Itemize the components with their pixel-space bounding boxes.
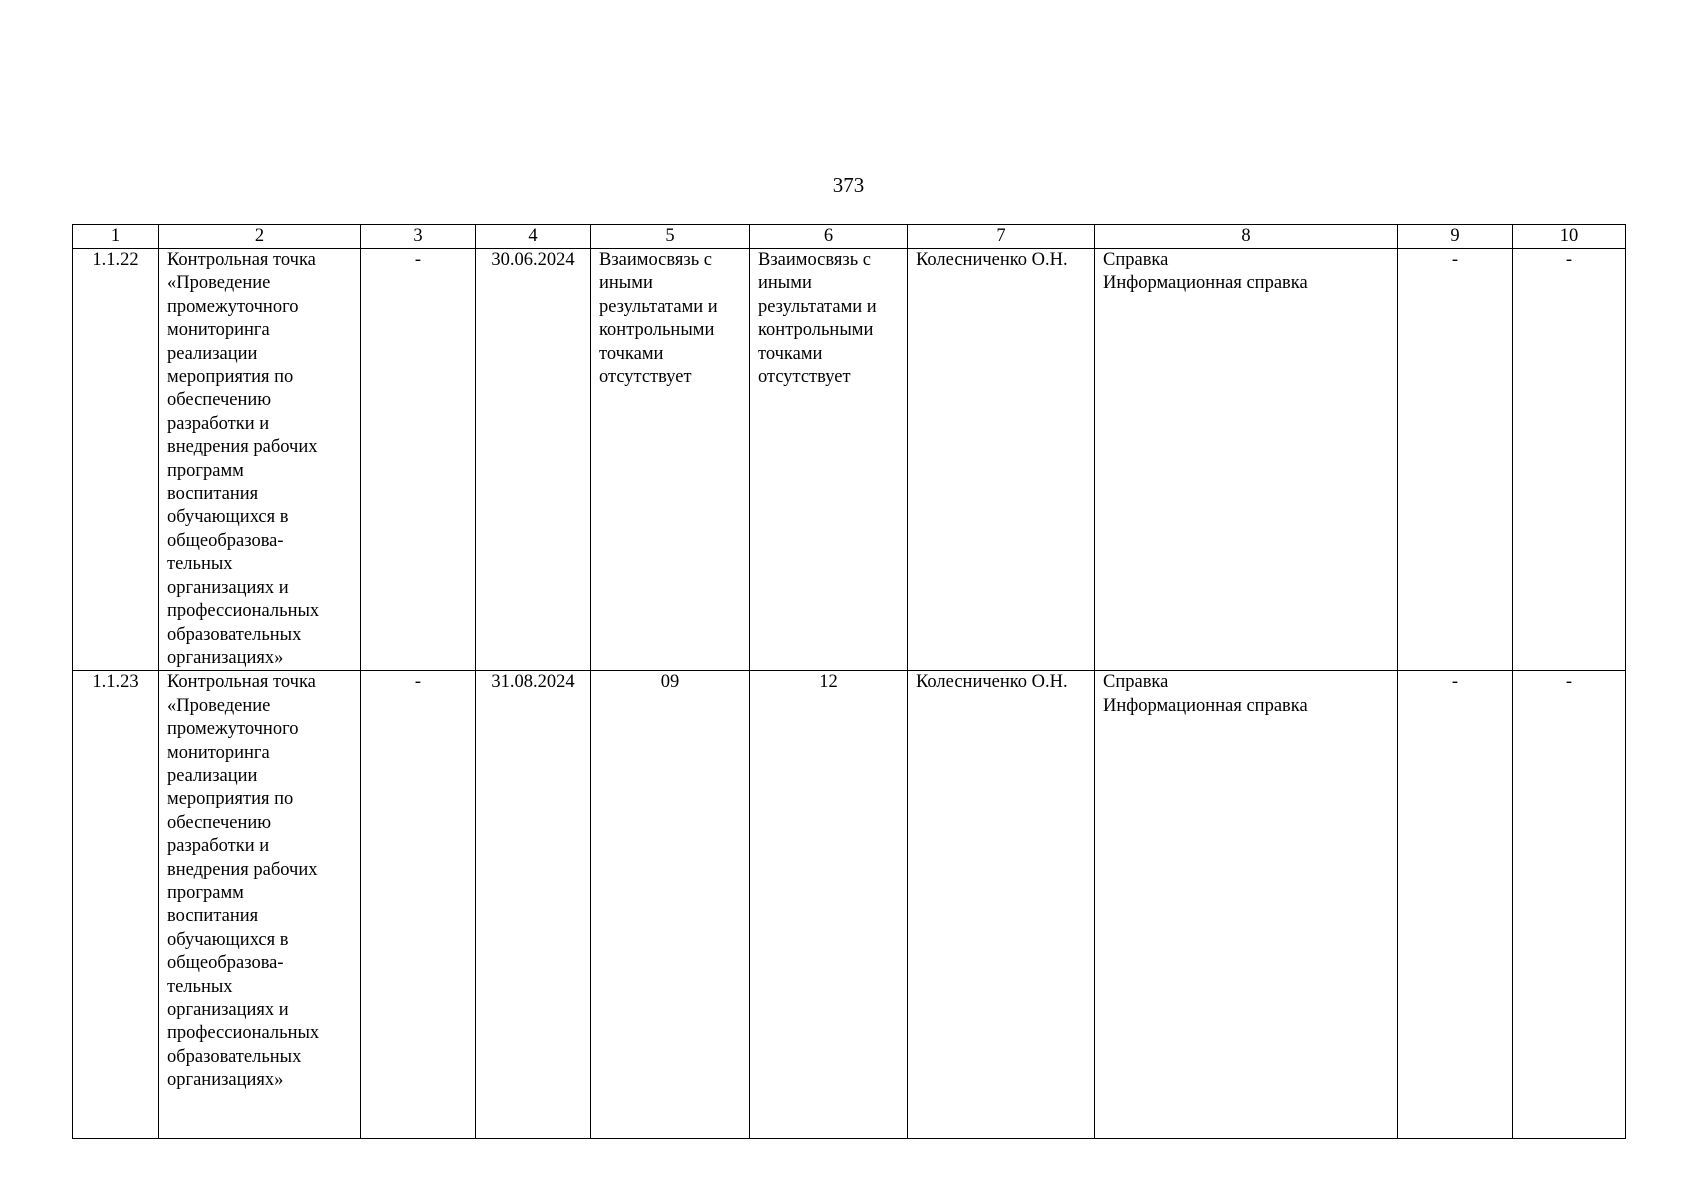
col9-value: - <box>1398 249 1513 671</box>
col6-value: Взаимосвязь с иными результатами и контрольными точками отсутствует <box>750 249 908 671</box>
document-type: Справка Информационная справка <box>1095 249 1398 671</box>
header-col-7: 7 <box>908 225 1095 249</box>
document-type: Справка Информационная справка <box>1095 671 1398 1139</box>
col10-value: - <box>1513 249 1626 671</box>
row-number: 1.1.22 <box>73 249 159 671</box>
col3-value: - <box>361 249 476 671</box>
header-col-10: 10 <box>1513 225 1626 249</box>
col10-value: - <box>1513 671 1626 1139</box>
col5-value: Взаимосвязь с иными результатами и контрольными точками отсутствует <box>591 249 750 671</box>
responsible-person: Колесниченко О.Н. <box>908 249 1095 671</box>
page-number: 373 <box>832 173 865 197</box>
header-col-6: 6 <box>750 225 908 249</box>
row-number: 1.1.23 <box>73 671 159 1139</box>
col3-value: - <box>361 671 476 1139</box>
col9-value: - <box>1398 671 1513 1139</box>
header-col-9: 9 <box>1398 225 1513 249</box>
responsible-person: Колесниченко О.Н. <box>908 671 1095 1139</box>
header-row <box>73 225 1626 249</box>
control-point-name: Контрольная точка «Проведение промежуточного мониторинга реализации мероприятия по обеспечению разработки и внедрения рабочих программ воспитания обучающихся в общеобразова- тельных организациях и профессиональных образовательных организациях» <box>159 671 361 1139</box>
col6-value: 12 <box>750 671 908 1139</box>
header-col-5: 5 <box>591 225 750 249</box>
control-point-name: Контрольная точка «Проведение промежуточного мониторинга реализации мероприятия по обеспечению разработки и внедрения рабочих программ воспитания обучающихся в общеобразова- тельных организациях и профессиональных образовательных организациях» <box>159 249 361 671</box>
table-row <box>73 249 1626 671</box>
table-row <box>73 671 1626 1139</box>
col5-value: 09 <box>591 671 750 1139</box>
header-col-2: 2 <box>159 225 361 249</box>
header-col-4: 4 <box>476 225 591 249</box>
header-col-1: 1 <box>73 225 159 249</box>
header-col-3: 3 <box>361 225 476 249</box>
deadline-date: 30.06.2024 <box>476 249 591 671</box>
deadline-date: 31.08.2024 <box>476 671 591 1139</box>
control-points-table <box>72 224 1626 1139</box>
header-col-8: 8 <box>1095 225 1398 249</box>
